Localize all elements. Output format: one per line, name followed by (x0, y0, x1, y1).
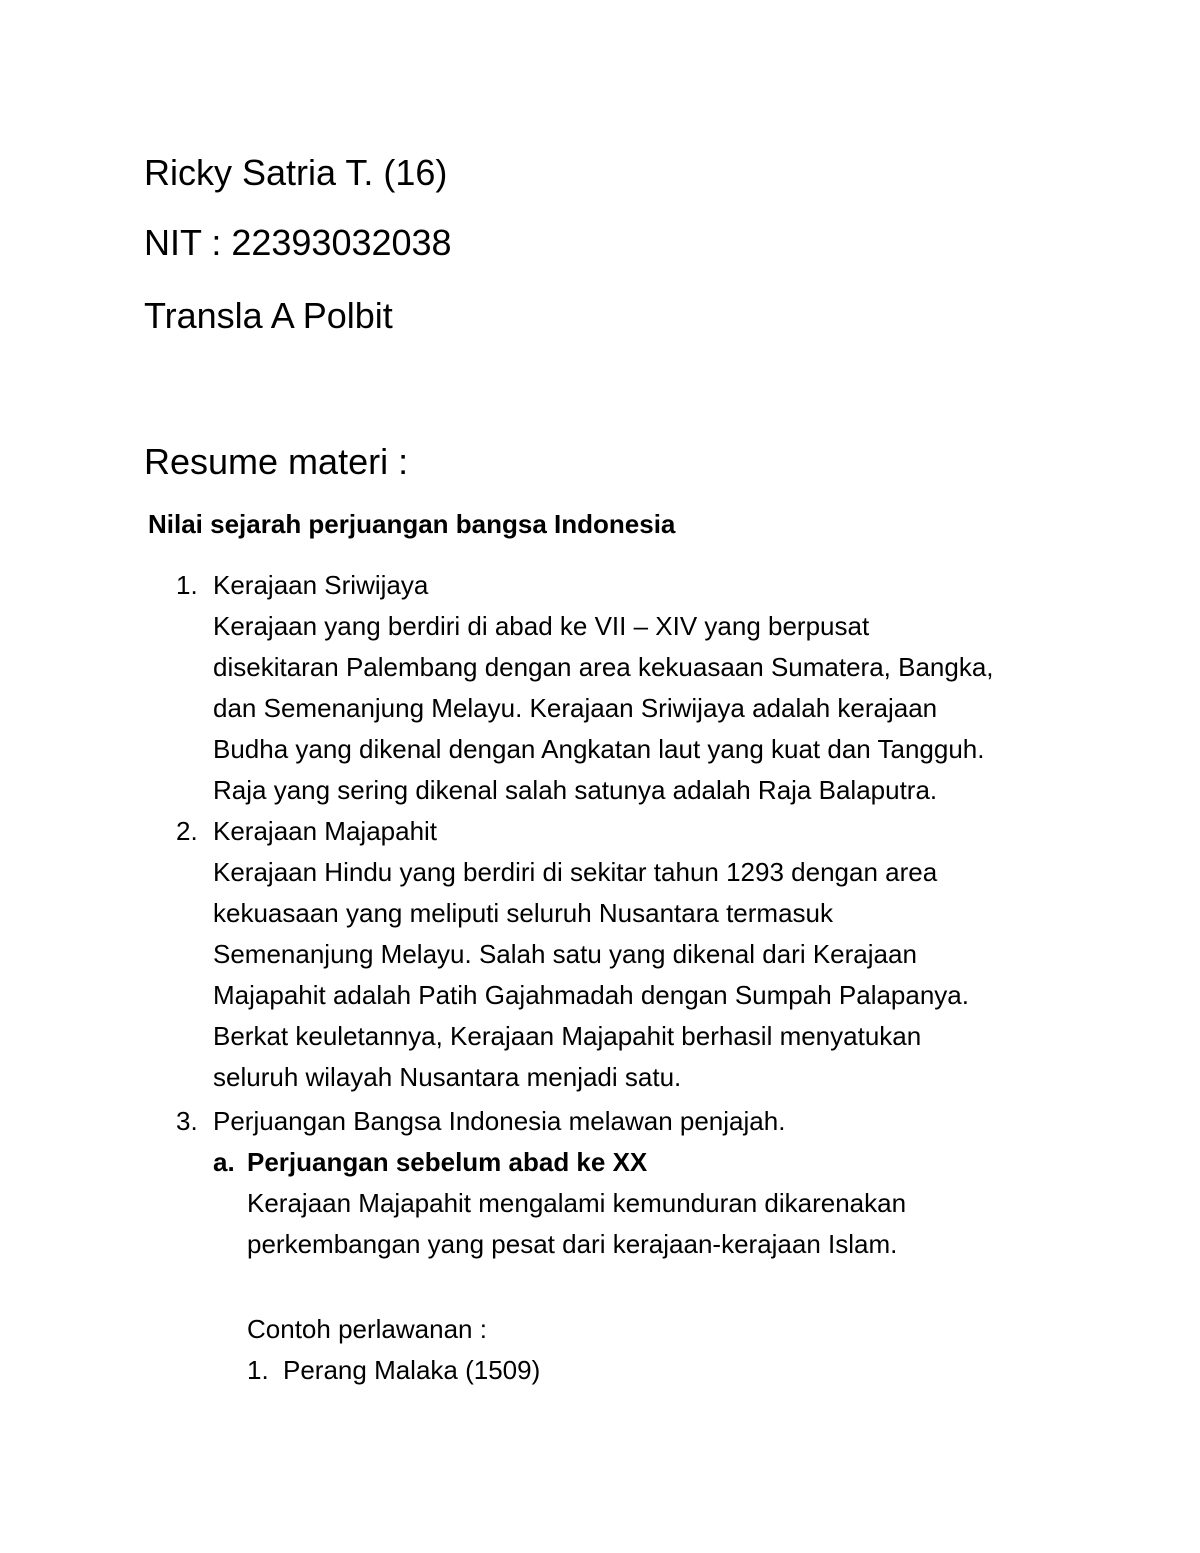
item-line: Budha yang dikenal dengan Angkatan laut yang kuat dan Tangguh. (213, 734, 985, 764)
item-line: dan Semenanjung Melayu. Kerajaan Sriwijaya adalah kerajaan (213, 693, 938, 723)
student-name: Ricky Satria T. (16) (144, 152, 448, 193)
item-title-sriwijaya: Kerajaan Sriwijaya (213, 570, 429, 600)
example-item: Perang Malaka (1509) (283, 1355, 541, 1385)
sub-line: perkembangan yang pesat dari kerajaan-kerajaan Islam. (247, 1229, 898, 1259)
item-line: Majapahit adalah Patih Gajahmadah dengan Sumpah Palapanya. (213, 980, 969, 1010)
example-number-1: 1. (247, 1355, 269, 1385)
resume-heading: Resume materi : (144, 441, 409, 482)
student-class: Transla A Polbit (144, 295, 393, 336)
example-label: Contoh perlawanan : (247, 1314, 487, 1344)
item-line: kekuasaan yang meliputi seluruh Nusantara termasuk (213, 898, 834, 928)
sub-line: Kerajaan Majapahit mengalami kemunduran dikarenakan (247, 1188, 907, 1218)
item-line: seluruh wilayah Nusantara menjadi satu. (213, 1062, 682, 1092)
item-title-majapahit: Kerajaan Majapahit (213, 816, 438, 846)
item-line: Berkat keuletannya, Kerajaan Majapahit berhasil menyatukan (213, 1021, 922, 1051)
item-title-perjuangan: Perjuangan Bangsa Indonesia melawan penjajah. (213, 1106, 786, 1136)
sub-title: Perjuangan sebelum abad ke XX (247, 1147, 648, 1177)
list-number-1: 1. (176, 570, 198, 600)
item-line: Kerajaan yang berdiri di abad ke VII – XIV yang berpusat (213, 611, 870, 641)
item-line: Kerajaan Hindu yang berdiri di sekitar tahun 1293 dengan area (213, 857, 938, 887)
sub-letter-a: a. (213, 1147, 235, 1177)
list-number-3: 3. (176, 1106, 198, 1136)
student-nit: NIT : 22393032038 (144, 222, 452, 263)
item-line: Semenanjung Melayu. Salah satu yang dikenal dari Kerajaan (213, 939, 917, 969)
list-number-2: 2. (176, 816, 198, 846)
item-line: Raja yang sering dikenal salah satunya adalah Raja Balaputra. (213, 775, 938, 805)
section-subtitle: Nilai sejarah perjuangan bangsa Indonesia (148, 509, 676, 539)
item-line: disekitaran Palembang dengan area kekuasaan Sumatera, Bangka, (213, 652, 994, 682)
